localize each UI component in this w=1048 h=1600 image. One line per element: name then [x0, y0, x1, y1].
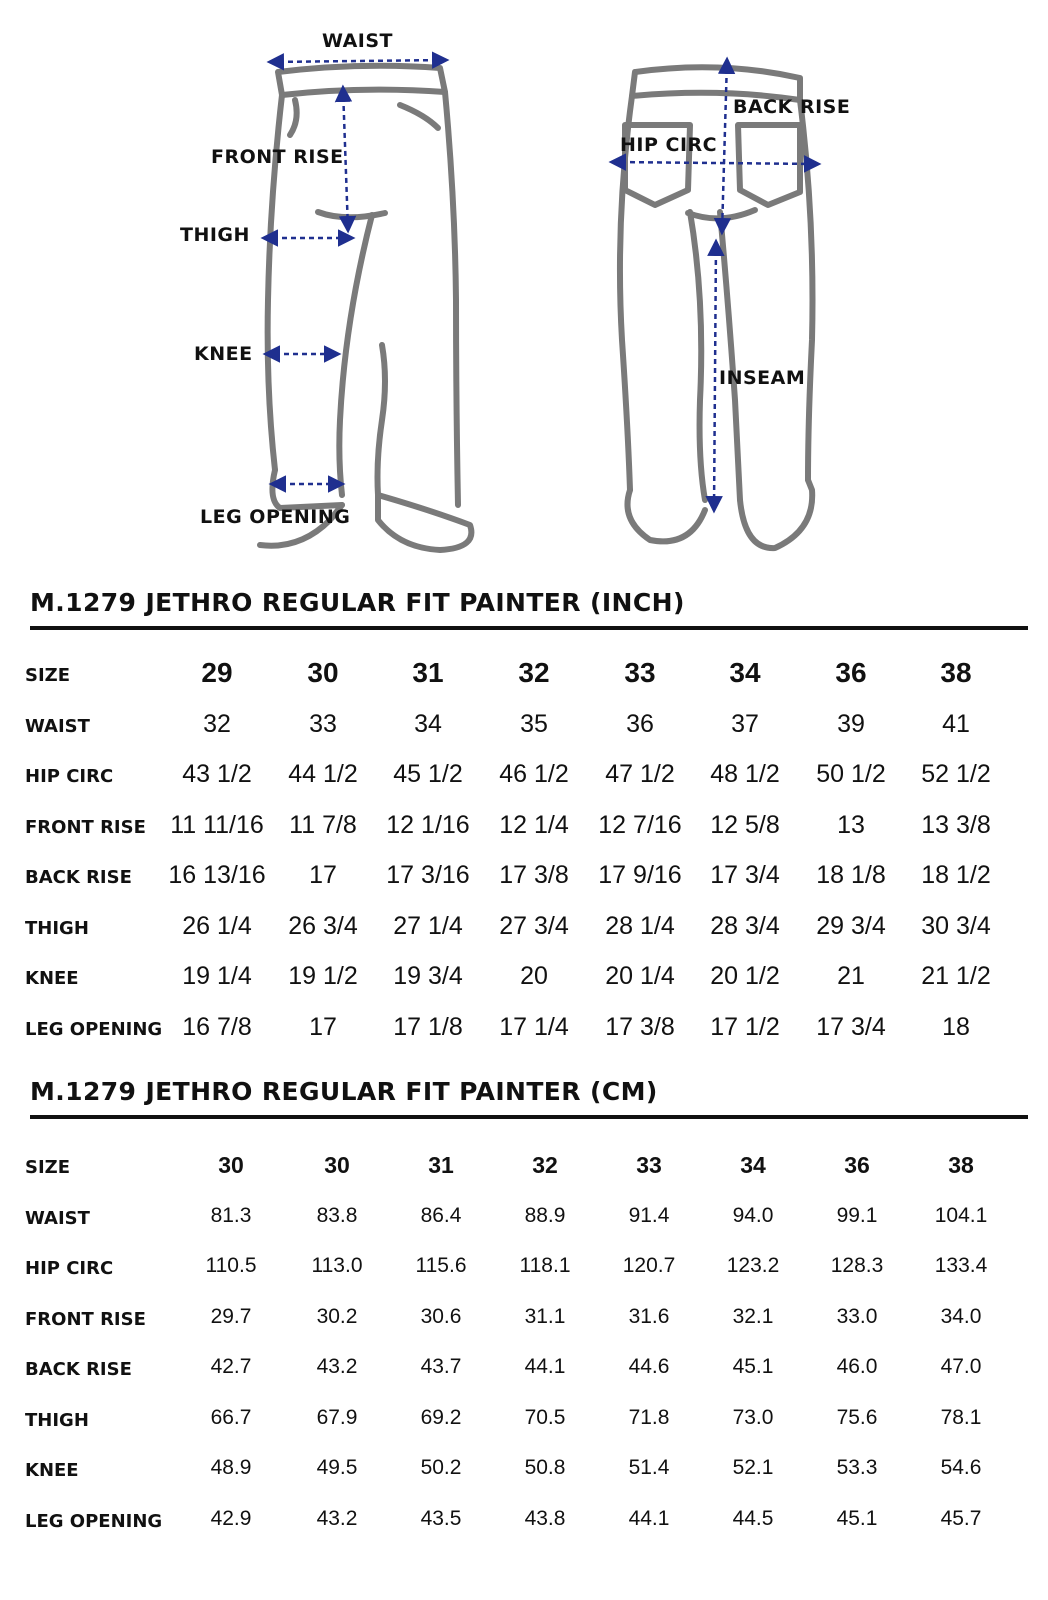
table-cell: 12 5/8: [710, 810, 780, 839]
table-cell: 17 3/8: [605, 1012, 675, 1041]
table-cell: 17 3/16: [386, 861, 470, 889]
table-cell: 46.0: [836, 1355, 878, 1378]
table-cell: 29.7: [210, 1304, 252, 1328]
table-row: [0, 754, 1048, 794]
table-cell: 31.6: [628, 1304, 670, 1328]
cm-table-divider: [30, 1115, 1028, 1119]
table-cell: 123.2: [726, 1254, 780, 1277]
waist-label: WAIST: [322, 30, 394, 52]
row-label: HIP CIRC: [25, 766, 114, 787]
table-cell: 86.4: [420, 1203, 462, 1227]
table-cell: 34.0: [940, 1304, 982, 1328]
table-row: [0, 1347, 1048, 1387]
back-rise-label: BACK RISE: [733, 96, 851, 118]
table-cell: 28 3/4: [710, 911, 780, 940]
size-header-cell: 33: [624, 657, 656, 688]
table-cell: 91.4: [628, 1203, 670, 1227]
size-header-cell: 38: [948, 1152, 974, 1178]
measurement-diagram: [0, 0, 1048, 580]
size-header-cell: 31: [428, 1152, 454, 1178]
size-header-cell: 36: [844, 1152, 870, 1178]
table-cell: 44.1: [628, 1506, 670, 1530]
table-cell: 94.0: [732, 1203, 774, 1227]
table-cell: 47 1/2: [605, 760, 675, 788]
table-cell: 47.0: [940, 1355, 982, 1378]
table-cell: 18 1/8: [816, 861, 886, 889]
table-cell: 48 1/2: [710, 760, 780, 788]
size-header-cell: 30: [218, 1152, 244, 1178]
table-cell: 104.1: [934, 1203, 988, 1227]
table-cell: 35: [520, 709, 548, 738]
size-header-cell: 34: [729, 657, 761, 688]
table-row: [0, 1448, 1048, 1488]
table-cell: 41: [942, 709, 970, 738]
row-label: HIP CIRC: [25, 1258, 114, 1279]
table-cell: 17 3/4: [710, 861, 780, 889]
hip-circ-arrow: [612, 162, 818, 164]
table-cell: 26 3/4: [288, 911, 358, 940]
size-header-row: [0, 1145, 1048, 1185]
table-cell: 17 9/16: [598, 861, 682, 889]
table-cell: 30.6: [420, 1304, 462, 1328]
table-row: [0, 805, 1048, 845]
table-cell: 28 1/4: [605, 911, 675, 940]
table-cell: 39: [837, 709, 865, 738]
table-cell: 19 1/4: [182, 962, 252, 990]
front-rise-arrow: [343, 88, 348, 230]
table-cell: 17 1/2: [710, 1012, 780, 1041]
table-cell: 43 1/2: [182, 760, 252, 788]
table-cell: 33.0: [836, 1304, 878, 1328]
cm-table-title: M.1279 JETHRO REGULAR FIT PAINTER (CM): [30, 1077, 658, 1106]
table-cell: 44.6: [628, 1355, 670, 1378]
table-cell: 45.1: [836, 1506, 878, 1530]
table-cell: 20 1/4: [605, 962, 675, 990]
row-label: BACK RISE: [25, 1359, 132, 1380]
table-cell: 31.1: [524, 1304, 566, 1328]
thigh-label: THIGH: [180, 224, 250, 246]
inseam-arrow: [714, 242, 716, 510]
leg-opening-label: LEG OPENING: [200, 506, 351, 528]
table-cell: 43.7: [420, 1355, 462, 1378]
table-cell: 18: [942, 1012, 970, 1041]
table-cell: 44 1/2: [288, 760, 358, 788]
size-header-row: [0, 653, 1048, 693]
table-cell: 32: [203, 709, 231, 738]
inch-table-title: M.1279 JETHRO REGULAR FIT PAINTER (INCH): [30, 588, 685, 617]
table-cell: 19 3/4: [393, 962, 463, 990]
table-cell: 16 13/16: [168, 861, 266, 889]
table-cell: 13 3/8: [921, 810, 991, 839]
table-cell: 73.0: [732, 1405, 774, 1429]
table-cell: 50 1/2: [816, 760, 886, 788]
row-label: KNEE: [25, 1460, 79, 1481]
table-row: [0, 956, 1048, 996]
table-cell: 17 3/8: [499, 861, 569, 889]
table-cell: 53.3: [836, 1456, 878, 1479]
table-cell: 45.1: [732, 1355, 774, 1378]
table-cell: 17 3/4: [816, 1012, 886, 1041]
row-label: WAIST: [25, 1207, 90, 1229]
table-cell: 19 1/2: [288, 962, 358, 990]
table-cell: 70.5: [524, 1405, 566, 1429]
table-row: [0, 1499, 1048, 1539]
table-cell: 66.7: [210, 1405, 252, 1429]
front-rise-label: FRONT RISE: [211, 146, 344, 168]
table-cell: 27 3/4: [499, 911, 569, 940]
table-cell: 27 1/4: [393, 911, 463, 940]
table-cell: 133.4: [934, 1254, 988, 1277]
table-cell: 113.0: [311, 1254, 363, 1277]
table-cell: 50.2: [420, 1456, 462, 1479]
table-row: [0, 1297, 1048, 1337]
table-cell: 110.5: [205, 1254, 257, 1277]
table-cell: 46 1/2: [499, 760, 569, 788]
size-header-cell: 30: [324, 1152, 350, 1178]
table-cell: 81.3: [210, 1203, 252, 1227]
row-label: THIGH: [25, 917, 89, 939]
front-pants-outline: [260, 66, 471, 550]
table-cell: 20: [520, 962, 548, 990]
table-row: [0, 1398, 1048, 1438]
size-header-cell: 32: [518, 657, 550, 688]
table-cell: 118.1: [519, 1254, 571, 1277]
table-cell: 17: [309, 1012, 337, 1041]
waist-arrow: [270, 60, 446, 62]
size-header-cell: 29: [201, 657, 233, 688]
table-cell: 115.6: [415, 1254, 467, 1277]
table-row: [0, 1246, 1048, 1286]
table-cell: 75.6: [836, 1405, 878, 1429]
table-cell: 33: [309, 709, 337, 738]
table-cell: 48.9: [210, 1456, 252, 1479]
table-cell: 42.9: [210, 1506, 252, 1530]
table-cell: 36: [626, 709, 654, 738]
table-cell: 45 1/2: [393, 760, 463, 788]
size-header-cell: 33: [636, 1152, 662, 1178]
table-cell: 71.8: [628, 1405, 670, 1429]
table-cell: 78.1: [940, 1405, 982, 1429]
table-row: [0, 704, 1048, 744]
table-cell: 120.7: [622, 1254, 676, 1277]
table-cell: 30 3/4: [921, 911, 991, 940]
table-cell: 12 1/4: [499, 810, 569, 839]
table-cell: 21: [837, 962, 865, 990]
row-label: BACK RISE: [25, 867, 132, 888]
inseam-label: INSEAM: [719, 367, 806, 389]
table-cell: 52 1/2: [921, 760, 991, 788]
table-cell: 11 11/16: [170, 810, 264, 839]
table-cell: 32.1: [732, 1304, 774, 1328]
row-label: FRONT RISE: [25, 1308, 146, 1330]
row-label: FRONT RISE: [25, 816, 146, 838]
table-cell: 54.6: [940, 1456, 982, 1479]
table-cell: 52.1: [732, 1456, 774, 1479]
size-header-cell: 31: [412, 657, 444, 688]
table-cell: 128.3: [830, 1254, 884, 1277]
back-rise-arrow: [722, 60, 727, 232]
table-cell: 83.8: [316, 1203, 358, 1227]
table-cell: 20 1/2: [710, 962, 780, 990]
row-label: LEG OPENING: [25, 1018, 163, 1040]
table-cell: 45.7: [940, 1506, 982, 1530]
table-cell: 44.1: [524, 1355, 566, 1378]
table-cell: 50.8: [524, 1456, 566, 1479]
table-cell: 17 1/4: [499, 1012, 569, 1041]
table-cell: 16 7/8: [182, 1012, 252, 1041]
table-cell: 69.2: [420, 1405, 462, 1429]
table-cell: 43.5: [420, 1506, 462, 1530]
table-cell: 29 3/4: [816, 911, 886, 940]
row-label: LEG OPENING: [25, 1510, 163, 1532]
table-cell: 49.5: [316, 1456, 358, 1479]
table-cell: 26 1/4: [182, 911, 252, 940]
table-cell: 51.4: [628, 1456, 670, 1479]
table-cell: 43.8: [524, 1506, 566, 1530]
row-label: SIZE: [25, 665, 71, 686]
table-cell: 43.2: [316, 1506, 358, 1530]
inch-table-divider: [30, 626, 1028, 630]
size-header-cell: 34: [740, 1152, 766, 1178]
size-header-cell: 30: [307, 657, 339, 688]
table-cell: 12 1/16: [386, 810, 470, 839]
table-cell: 13: [837, 810, 865, 839]
knee-label: KNEE: [194, 343, 253, 365]
row-label: THIGH: [25, 1409, 89, 1431]
table-cell: 88.9: [524, 1203, 566, 1227]
hip-circ-label: HIP CIRC: [620, 134, 718, 156]
table-row: [0, 1196, 1048, 1236]
table-cell: 43.2: [316, 1355, 358, 1378]
table-cell: 17: [309, 861, 337, 889]
table-cell: 11 7/8: [289, 810, 357, 839]
table-cell: 42.7: [210, 1355, 252, 1378]
table-cell: 30.2: [316, 1304, 358, 1328]
row-label: KNEE: [25, 968, 79, 989]
table-row: [0, 1007, 1048, 1047]
table-cell: 44.5: [732, 1506, 774, 1530]
size-header-cell: 32: [532, 1152, 558, 1178]
table-cell: 12 7/16: [598, 810, 682, 839]
table-cell: 17 1/8: [393, 1012, 463, 1041]
size-header-cell: 36: [835, 657, 867, 688]
table-cell: 99.1: [836, 1203, 878, 1227]
table-row: [0, 855, 1048, 895]
table-cell: 67.9: [316, 1405, 358, 1429]
table-cell: 34: [414, 709, 442, 738]
table-cell: 18 1/2: [921, 861, 991, 889]
table-row: [0, 906, 1048, 946]
size-header-cell: 38: [940, 657, 972, 688]
table-cell: 37: [731, 709, 759, 738]
table-cell: 21 1/2: [921, 962, 991, 990]
pants-illustration: [0, 0, 1048, 580]
row-label: SIZE: [25, 1157, 71, 1178]
row-label: WAIST: [25, 715, 90, 737]
